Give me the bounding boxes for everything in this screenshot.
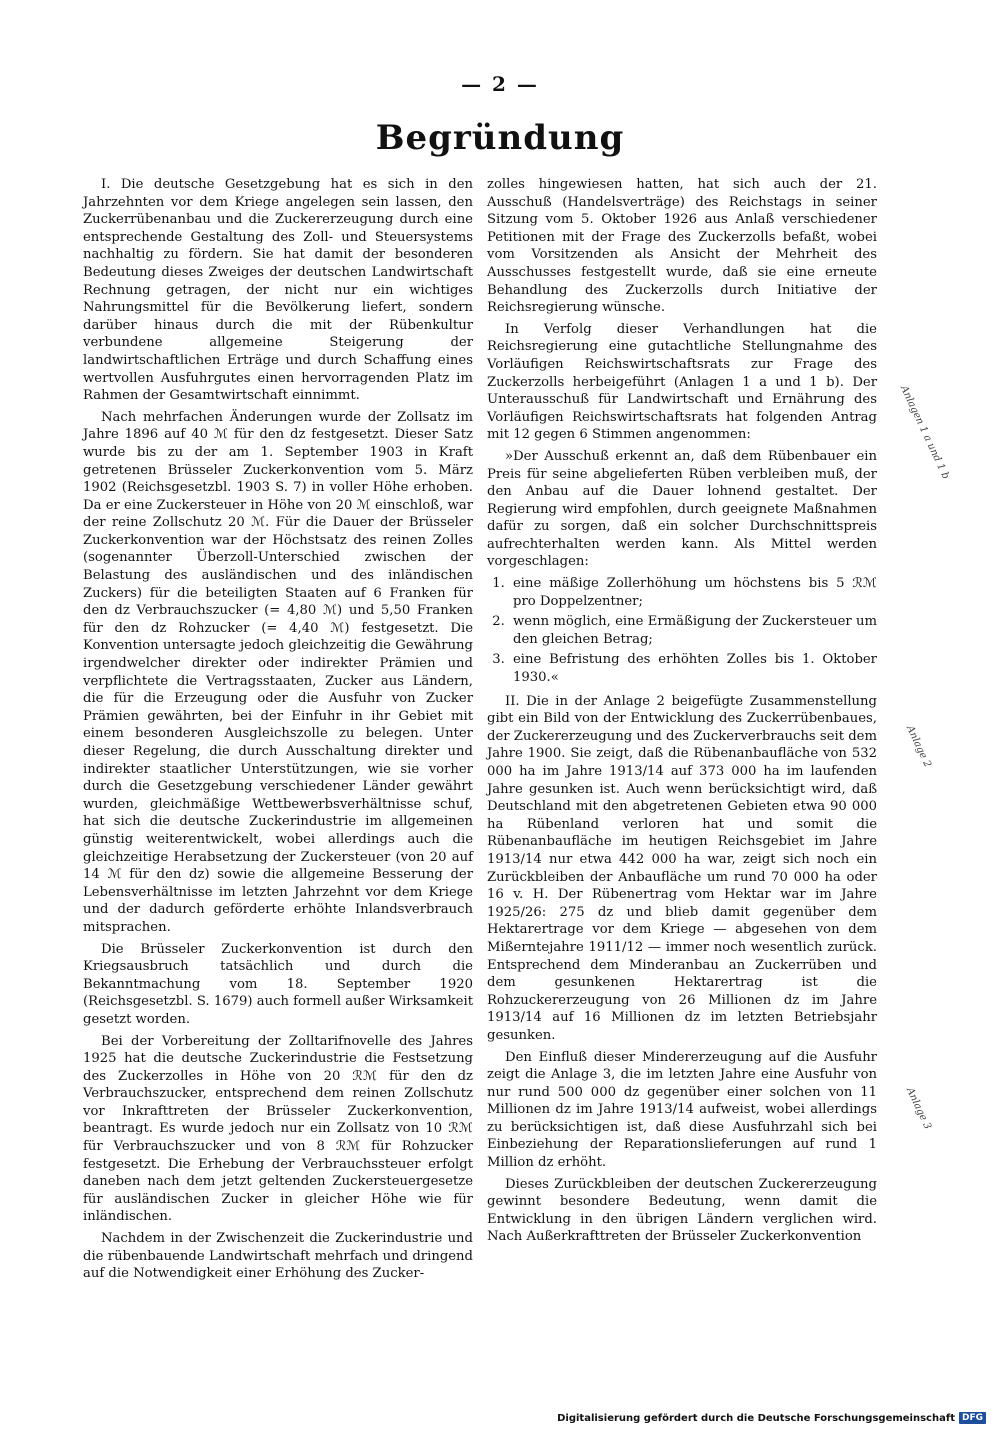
margin-note-anlage-3: Anlage 3 (904, 1086, 933, 1132)
paragraph: Nach mehrfachen Änderungen wurde der Zollsatz im Jahre 1896 auf 40 ℳ für den dz festgesetzt. Dieser Satz wurde bis zu der am 1. September 1903 in Kraft getretenen Brüsseler Zuckerkonvention vom 5. März 1902 (Reichsgesetzbl. 1903 S. 7) in voller Höhe erhoben. Da er eine Zuckersteuer in Höhe von 20 ℳ einschloß, war der reine Zollschutz 20 ℳ. Für die Dauer der Brüsseler Zuckerkonvention war der Höchstsatz des reinen Zolles (sogenannter Überzoll-Unterschied zwischen der Belastung des ausländischen und des inländischen Zuckers) für die beteiligten Staaten auf 6 Franken für den dz Verbrauchszucker (= 4,80 ℳ) und 5,50 Franken für den dz Rohzucker (= 4,40 ℳ) festgesetzt. Die Konvention untersagte jedoch gleichzeitig die Gewährung irgendwelcher direkter oder indirekter Prämien und verpflichtete die Vertragsstaaten, Zucker aus Ländern, die für die Erzeugung oder die Ausfuhr von Zucker Prämien gewährten, bei der Einfuhr in ihr Gebiet mit einem besonderen Ausgleichszolle zu belegen. Unter dieser Regelung, die durch Ausschaltung direkter und indirekter staatlicher Unterstützungen, wie sie vorher durch die Gesetzgebung verschiedener Länder gewährt wurden, gleichmäßige Wettbewerbsverhältnisse schuf, hat sich die deutsche Zuckerindustrie im allgemeinen günstig weiterentwickelt, wobei allerdings auch die gleichzeitige Herabsetzung der Zuckersteuer (von 20 auf 14 ℳ für den dz) sowie die allgemeine Besserung der Lebensverhältnisse im letzten Jahrzehnt vor dem Kriege und der dadurch geförderte erhöhte Inlandsverbrauch mitsprachen. (83, 409, 473, 935)
left-column (83, 176, 473, 1287)
paragraph: In Verfolg dieser Verhandlungen hat die Reichsregierung eine gutachtliche Stellungnahme des Vorläufigen Reichswirtschaftsrats zur Frage des Zuckerzolls herbeigeführt (Anlagen 1 a und 1 b). Der Unterausschuß für Landwirtschaft und Ernährung des Vorläufigen Reichswirtschaftsrats hat folgenden Antrag mit 12 gegen 6 Stimmen angenommen: (487, 321, 877, 443)
dfg-logo-icon: DFG (959, 1412, 986, 1424)
paragraph: Den Einfluß dieser Mindererzeugung auf die Ausfuhr zeigt die Anlage 3, die im letzten Jahre eine Ausfuhr von nur rund 500 000 dz gegenüber einer solchen von 11 Millionen dz im Jahre 1913/14 aufweist, wobei allerdings zu berücksichtigen ist, daß diese Ausfuhrzahl sich bei Einbeziehung der Reparationslieferungen auf rund 1 Million dz erhöht. (487, 1049, 877, 1171)
page-number: — 2 — (461, 72, 539, 96)
proposal-list (487, 575, 877, 687)
list-item: 2. wenn möglich, eine Ermäßigung der Zuckersteuer um den gleichen Betrag; (509, 613, 877, 648)
paragraph: Bei der Vorbereitung der Zolltarifnovelle des Jahres 1925 hat die deutsche Zuckerindustrie die Festsetzung des Zuckerzolles in Höhe von 20 ℛℳ für den dz Verbrauchszucker, entsprechend dem reinen Zollschutz vor Inkrafttreten der Brüsseler Zuckerkonvention, beantragt. Es wurde jedoch nur ein Zollsatz von 10 ℛℳ für Verbrauchszucker und von 8 ℛℳ für Rohzucker festgesetzt. Die Erhebung der Verbrauchssteuer erfolgt daneben nach dem jetzt geltenden Zuckersteuergesetze für ausländischen Zucker in gleicher Höhe wie für inländischen. (83, 1033, 473, 1225)
paragraph: Nachdem in der Zwischenzeit die Zuckerindustrie und die rübenbauende Landwirtschaft mehrfach und dringend auf die Notwendigkeit einer Erhöhung des Zucker- (83, 1231, 473, 1282)
footer (557, 1412, 986, 1424)
footer-text: Digitalisierung gefördert durch die Deutsche Forschungsgemeinschaft (557, 1412, 955, 1424)
list-item: 3. eine Befristung des erhöhten Zolles bis 1. Oktober 1930.« (509, 651, 877, 686)
quoted-resolution: »Der Ausschuß erkennt an, daß dem Rübenbauer ein Preis für seine abgelieferten Rüben verbleiben muß, der den Anbau auf die Dauer lohnend gestaltet. Der Regierung wird empfohlen, durch geeignete Maßnahmen dafür zu sorgen, daß ein solcher Durchschnittspreis aufrechterhalten werden kann. Als Mittel werden vorgeschlagen: (487, 448, 877, 570)
paragraph: II. Die in der Anlage 2 beigefügte Zusammenstellung gibt ein Bild von der Entwicklung des Zuckerrübenbaues, der Zuckererzeugung und des Zuckerverbrauchs seit dem Jahre 1900. Sie zeigt, daß die Rübenanbaufläche von 532 000 ha im Jahre 1913/14 auf 373 000 ha im laufenden Jahre gesunken ist. Auch wenn berücksichtigt wird, daß Deutschland mit den abgetretenen Gebieten etwa 90 000 ha Rübenland verloren hat und somit die Rübenanbaufläche im heutigen Reichsgebiet im Jahre 1913/14 nur etwa 442 000 ha war, zeigt sich noch ein Zurückbleiben der Anbaufläche um rund 70 000 ha oder 16 v. H. Der Rübenertrag vom Hektar war im Jahre 1925/26: 275 dz und blieb damit gegenüber dem Hektarertrage vor dem Kriege — abgesehen von dem Mißerntejahre 1911/12 — immer noch wesentlich zurück. Entsprechend dem Minderanbau an Zuckerrüben und dem gesunkenen Hektarertrag ist die Rohzuckererzeugung von 26 Millionen dz im Jahre 1913/14 auf 16 Millionen dz im letzten Betriebsjahr gesunken. (487, 693, 877, 1043)
paragraph: I. Die deutsche Gesetzgebung hat es sich in den Jahrzehnten vor dem Kriege angelegen sein lassen, den Zuckerrübenanbau und die Zuckererzeugung durch eine entsprechende Gestaltung des Zoll- und Steuersystems nachhaltig zu fördern. Sie hat damit der besonderen Bedeutung dieses Zweiges der deutschen Landwirtschaft Rechnung getragen, der nicht nur ein wichtiges Nahrungsmittel für die Bevölkerung liefert, sondern darüber hinaus durch die mit der Rübenkultur verbundene allgemeine Steigerung der landwirtschaftlichen Erträge und durch Schaffung eines wertvollen Ausfuhrgutes einen hervorragenden Platz im Rahmen der Gesamtwirtschaft einnimmt. (83, 177, 473, 404)
paragraph: zolles hingewiesen hatten, hat sich auch der 21. Ausschuß (Handelsverträge) des Reichstags in seiner Sitzung vom 5. Oktober 1926 aus Anlaß verschiedener Petitionen mit der Frage des Zuckerzolls befaßt, wobei vom Vorsitzenden als Ansicht der Mehrheit des Ausschusses festgestellt wurde, daß sie eine erneute Behandlung des Zuckerzolls durch Initiative der Reichsregierung wünsche. (487, 177, 877, 316)
margin-note-anlagen-1: Anlagen 1 a und 1 b (898, 384, 952, 481)
page-title: Begründung (375, 118, 625, 158)
paragraph: Dieses Zurückbleiben der deutschen Zuckererzeugung gewinnt besondere Bedeutung, wenn damit die Entwicklung in den übrigen Ländern verglichen wird. Nach Außerkrafttreten der Brüsseler Zuckerkonvention (487, 1176, 877, 1245)
paragraph: Die Brüsseler Zuckerkonvention ist durch den Kriegsausbruch tatsächlich und durch die Bekanntmachung vom 18. September 1920 (Reichsgesetzbl. S. 1679) auch formell außer Wirksamkeit gesetzt worden. (83, 941, 473, 1027)
right-column (487, 176, 877, 1250)
list-item: 1. eine mäßige Zollerhöhung um höchstens bis 5 ℛℳ pro Doppelzentner; (509, 575, 877, 610)
margin-note-anlage-2: Anlage 2 (904, 724, 933, 770)
